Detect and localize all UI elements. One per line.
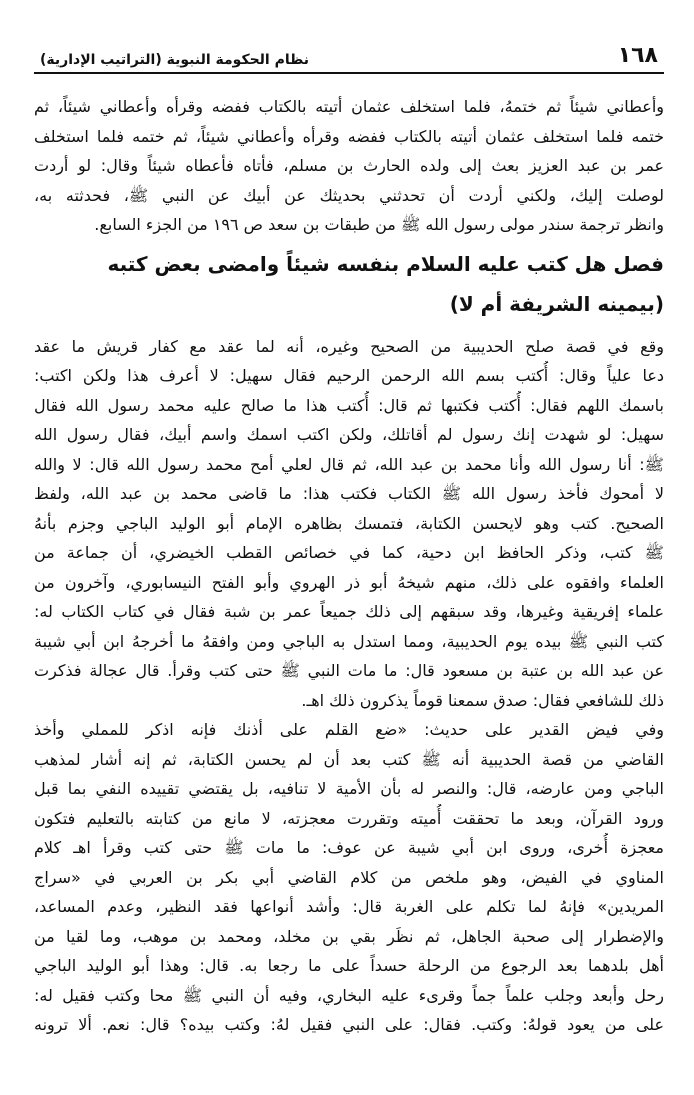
text-line: أهل بلدهما بعد الرجوع من الرحلة حسداً على ما رجعا به. قال: وهذا أبو الوليد الباجي (34, 956, 664, 975)
text-line: باسمك اللهم فقال: أُكتب فكتبها ثم قال: أُكتب هذا ما صالح عليه محمد رسول الله فقال (34, 395, 664, 415)
text-line: الباجي ومن عارضه، قال: والنصر له بأن الأمية لا تنافيه، بل يقتضي تقييده النفي بما قبل (34, 779, 664, 798)
page-number: ١٦٨ (617, 43, 658, 68)
text-line: وفي فيض القدير على حديث: «ضع القلم على أذنك فإنه اذكر للمملي وأخذ (34, 720, 664, 739)
text-line: المريدين» فإنهُ لما تكلم على الغربة قال: وأشد أنواعها فقد النظير، وعدم المساعد، (34, 897, 664, 916)
text-line: ﷺ كتب، وذكر الحافظ ابن دحية، كما في خصائص القطب الخيضري، أن جماعة من (34, 543, 664, 562)
text-line: دعا علياً وقال: أُكتب بسم الله الرحمن الرحيم فقال سهيل: لا أعرف هذا ولكن اكتب: (34, 366, 664, 385)
paragraph-hudaybiyyah (34, 332, 664, 716)
text-line: وأعطاني شيئاً ثم ختمهُ، فلما استخلف عثمان أتيته بالكتاب ففضه وقرأه وأعطاني شيئاً، ثم (34, 97, 664, 116)
text-line: ذلك للشافعي فقال: صدق سمعنا قوماً يذكرون ذلك اهـ. (301, 690, 664, 710)
text-line: كتب النبي ﷺ بيده يوم الحديبية، ومما استدل به الباجي ومن وافقهُ ما أخرجهُ ابن أبي شيبة (34, 631, 664, 651)
section-subheading: (بيمينه الشريفة أم لا) (449, 291, 664, 316)
text-line: عن عبد الله بن عتبة بن مسعود قال: ما مات النبي ﷺ حتى كتب وقرأ. قال عجالة فذكرت (34, 661, 664, 680)
text-line: ﷺ: أنا رسول الله وأنا محمد بن عبد الله، ثم قال لعلي أمح محمد رسول الله قال: لا والله (34, 454, 664, 474)
text-line: القاضي من قصة الحديبية أنه ﷺ كتب بعد أن لم يحسن الكتابة، ثم إنه أشار لمذهب (34, 749, 664, 769)
text-line: ورود القرآن، وبعد ما تحققت أُميته وتقررت معجزته، لا مانع من كتابته بالتعليم فتكون (34, 808, 664, 828)
text-line: وقع في قصة صلح الحديبية من الصحيح وغيره، أنه لما عقد مع كفار قريش ما عقد (34, 336, 664, 356)
page-body (34, 92, 664, 1040)
paragraph-continuation (34, 92, 664, 240)
text-line: والإضطرار إلى صحبة الجاهل، ثم نظَر بقي بن مخلد، ومحمد بن موهب، وما لقيا من (34, 926, 664, 946)
text-line: رحل وأبعد وجلب علماً جماً وقرىء عليه البخاري، وفيه أن النبي ﷺ محا وكتب فقيل له: (34, 985, 664, 1005)
text-line: معجزة أُخرى، وروى ابن أبي شيبة عن عوف: ما مات ﷺ حتى كتب وقرأ اهـ كلام (34, 838, 664, 857)
text-line: لا أمحوك فأخذ رسول الله ﷺ الكتاب فكتب هذا: ما قاضى محمد بن عبد الله، ولفظ (34, 484, 664, 503)
text-line: المناوي في الفيض، وهو ملخص من كلام القاضي أبي بكر بن العربي في «سراج (34, 867, 664, 887)
text-line: لوصلت إليك، ولكني أردت أن تحدثني بحديثك عن أبيك عن النبي ﷺ، فحدثته به، (34, 185, 664, 205)
text-line: العلماء وافقوه على ذلك، منهم شيخهُ أبو ذر الهروي وأبو الفتح النيسابوري، وآخرون من (34, 572, 664, 592)
section-heading: فصل هل كتب عليه السلام بنفسه شيئاً وامضى بعض كتبه (107, 251, 664, 276)
book-title: نظام الحكومة النبوية (التراتيب الإدارية) (40, 52, 310, 68)
running-header (34, 34, 664, 74)
text-line: وانظر ترجمة سندر مولى رسول الله ﷺ من طبقات بن سعد ص ١٩٦ من الجزء السابع. (94, 215, 664, 234)
text-line: سهيل: لو شهدت إنك رسول لم أقاتلك، ولكن اكتب اسمك واسم أبيك، فقال رسول الله (34, 425, 664, 444)
text-line: عمر بن عبد العزيز بعث إلى ولده الحارث بن مسلم، فأتاه فأعطاه شيئاً وقال: لو أردت (34, 156, 664, 175)
text-line: الصحيح. كتب وهو لايحسن الكتابة، فتمسك بظاهره الإمام أبو الوليد الباجي وجزم بأنهُ (34, 513, 664, 533)
text-line: على من يعود قولهُ: وكتب. فقال: على النبي فقيل لهُ: وكتب بيده؟ قال: نعم. ألا ترونه (34, 1015, 664, 1034)
text-line: علماء إفريقية وغيرها، وقد سبقهم إلى ذلك جميعاً عمر بن شبة فقال في كتاب الكتاب له: (34, 602, 664, 621)
text-line: ختمه فلما استخلف عثمان أتيته بالكتاب ففضه وقرأه وأعطاني شيئاً، ثم ختمه فلما استخلف (34, 126, 664, 146)
paragraph-fayd-al-qadir (34, 715, 664, 1040)
